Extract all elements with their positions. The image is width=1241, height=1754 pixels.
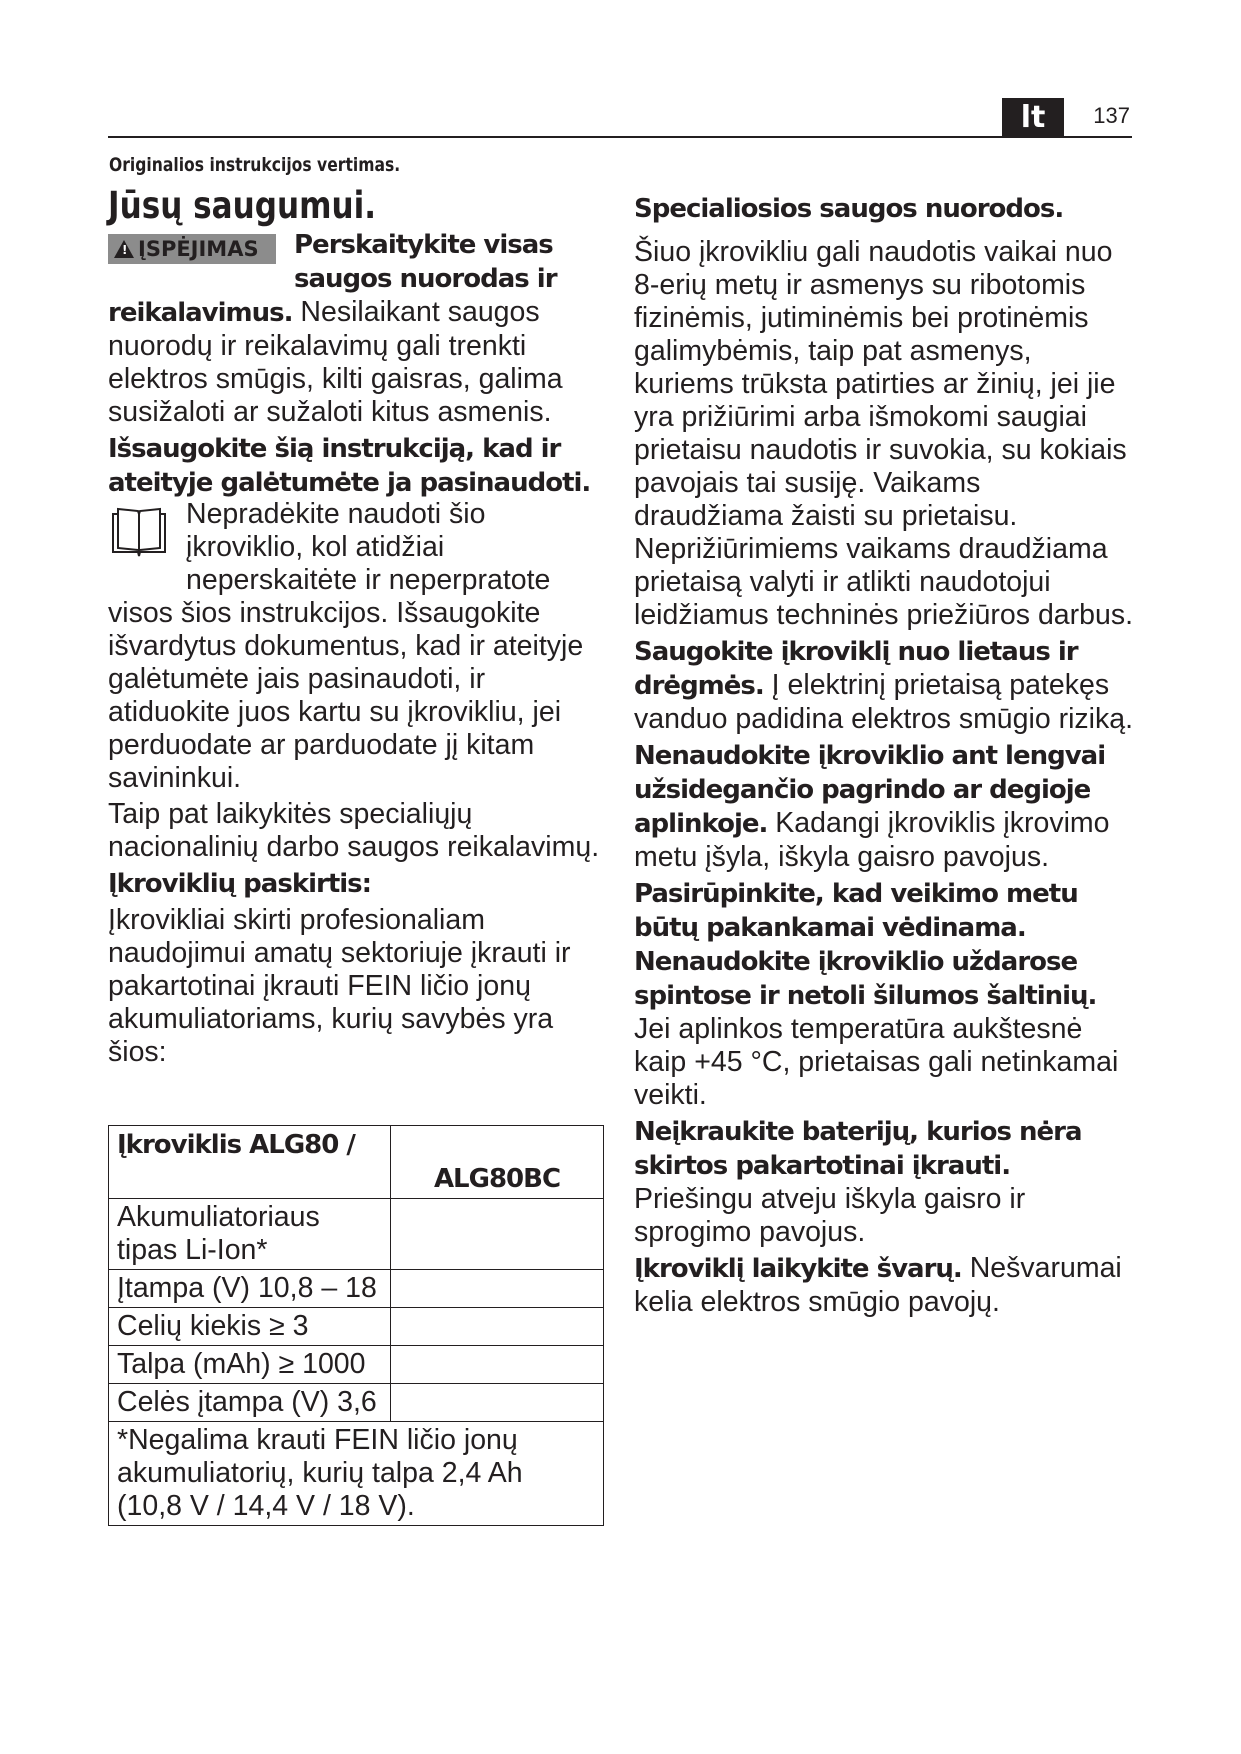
rain-text: Į elektrinį prietaisą patekęs vanduo padidina elektros smūgio riziką.: [634, 669, 1134, 735]
left-column-lower: [108, 597, 608, 1072]
save-instructions-text: Išsaugokite šią instrukciją, kad ir ateityje galėtumėte ja pasinaudoti.: [108, 434, 591, 498]
table-row: [109, 1308, 604, 1346]
table-cell-empty: [391, 1199, 604, 1270]
flammable-text: Kadangi įkroviklis įkrovimo metu įšyla, iškyla gaisro pavojus.: [634, 807, 1110, 873]
children-text: Šiuo įkrovikliu gali naudotis vaikai nuo 8-erių metų ir asmenys su ribotomis fizinėmis, jutiminėmis bei protinėmis galimybėmis, taip pat asmenys, kuriems trūksta patirties ar žinių, jei jie yra prižiūrimi arba išmokomi saugiai prietaisu naudotis ir suvokia, su kokiais pavojais tai susiję. Vaikams draudžiama žaisti su prietaisu. Neprižiūrimiems vaikams draudžiama prietaisą valyti ir atlikti naudotojui leidžiamus techninės priežiūros darbus.: [634, 236, 1134, 631]
flammable-bold: Nenaudokite įkroviklio ant lengvai užsidegančio pagrindo ar degioje aplinkoje.: [634, 741, 1106, 839]
warning-heading: Perskaitykite visas saugos nuorodas ir: [294, 230, 557, 294]
table-header-left-text: Įkroviklis ALG80 /: [117, 1130, 355, 1160]
read-first-lines: [186, 498, 606, 597]
read-first-line: Nepradėkite naudoti šio: [186, 498, 486, 530]
header-rule: [108, 136, 1132, 138]
purpose-text: Įkrovikliai skirti profesionaliam naudojimui amatų sektoriuje įkrauti ir pakartotinai įkrauti FEIN ličio jonų akumuliatoriams, kurių savybės yra šios:: [108, 904, 571, 1068]
table-header-row: [109, 1126, 604, 1199]
right-column: [634, 192, 1134, 1322]
table-cell-empty: [391, 1384, 604, 1422]
table-cell: Akumuliatoriaus tipas Li-Ion*: [109, 1199, 391, 1270]
table-cell-empty: [391, 1308, 604, 1346]
clean-text: Nešvarumai kelia elektros smūgio pavojų.: [634, 1252, 1122, 1318]
right-heading: Specialiosios saugos nuorodos.: [634, 194, 1064, 224]
charger-spec-table: [108, 1125, 604, 1526]
ventilation-bold: Pasirūpinkite, kad veikimo metu būtų pakankamai vėdinama. Nenaudokite įkroviklio uždarose spintose ir netoli šilumos šaltinių.: [634, 879, 1097, 1011]
table-header-left: [109, 1126, 391, 1199]
flammable-para: [634, 739, 1134, 874]
batteries-bold: Neįkraukite baterijų, kurios nėra skirtos pakartotinai įkrauti.: [634, 1117, 1082, 1181]
table-cell: Įtampa (V) 10,8 – 18: [109, 1270, 391, 1308]
batteries-text: Priešingu atveju iškyla gaisro ir sprogimo pavojus.: [634, 1183, 1026, 1248]
table-cell-empty: [391, 1270, 604, 1308]
table-header-right: [391, 1126, 604, 1199]
table-cell: Talpa (mAh) ≥ 1000: [109, 1346, 391, 1384]
table-footnote-row: [109, 1422, 604, 1526]
warning-badge: [108, 234, 276, 264]
warning-text: Nesilaikant saugos nuorodų ir reikalavimų gali trenkti elektros smūgis, kilti gaisras, galima susižaloti ar sužaloti kitus asmenis.: [108, 296, 563, 428]
rain-para: [634, 635, 1134, 736]
page-title: Jūsų saugumui.: [108, 184, 377, 227]
national-rules: Taip pat laikykitės specialiųjų nacionalinių darbo saugos reikalavimų.: [108, 798, 600, 863]
purpose-heading-para: [108, 867, 608, 901]
manual-book-icon: [110, 506, 168, 558]
warning-badge-label: ĮSPĖJIMAS: [138, 237, 259, 261]
read-first-line: neperskaitėte ir neperpratote: [186, 564, 551, 596]
language-tab: lt: [1002, 98, 1064, 136]
table-row: [109, 1270, 604, 1308]
read-first-line: įkroviklio, kol atidžiai: [186, 531, 445, 563]
table-row: [109, 1384, 604, 1422]
rain-bold: Saugokite įkroviklį nuo lietaus ir drėgmės.: [634, 637, 1078, 701]
purpose-heading: Įkroviklių paskirtis:: [108, 869, 372, 899]
page-number: 137: [1093, 103, 1130, 128]
left-column: [108, 296, 608, 503]
table-cell: Celių kiekis ≥ 3: [109, 1308, 391, 1346]
right-heading-para: [634, 192, 1134, 226]
table-cell: Celės įtampa (V) 3,6: [109, 1384, 391, 1422]
table-header-right-text: ALG80BC: [433, 1164, 561, 1194]
clean-bold: Įkroviklį laikykite švarų.: [634, 1254, 962, 1284]
table-cell-empty: [391, 1346, 604, 1384]
warning-triangle-icon: !: [114, 240, 134, 258]
warning-heading-cont: reikalavimus.: [108, 298, 293, 328]
read-first-rest: visos šios instrukcijos. Išsaugokite išvardytus dokumentus, kad ir ateityje galėtumėte jais pasinaudoti, ir atiduokite juos kartu su įkrovikliu, jei perduodate ar parduodate jį kitam savininkui.: [108, 597, 584, 794]
ventilation-para: [634, 877, 1134, 1112]
save-instructions: [108, 432, 608, 500]
translation-note: Originalios instrukcijos vertimas.: [109, 154, 401, 176]
ventilation-text: Jei aplinkos temperatūra aukštesnė kaip +45 °C, prietaisas gali netinkamai veikti.: [634, 1013, 1119, 1111]
table-row: [109, 1199, 604, 1270]
warning-paragraph: [108, 296, 608, 429]
table-footnote: *Negalima krauti FEIN ličio jonų akumuliatorių, kurių talpa 2,4 Ah (10,8 V / 14,4 V / 18 V).: [109, 1422, 604, 1526]
clean-para: [634, 1252, 1134, 1319]
batteries-para: [634, 1115, 1134, 1249]
table-row: [109, 1346, 604, 1384]
